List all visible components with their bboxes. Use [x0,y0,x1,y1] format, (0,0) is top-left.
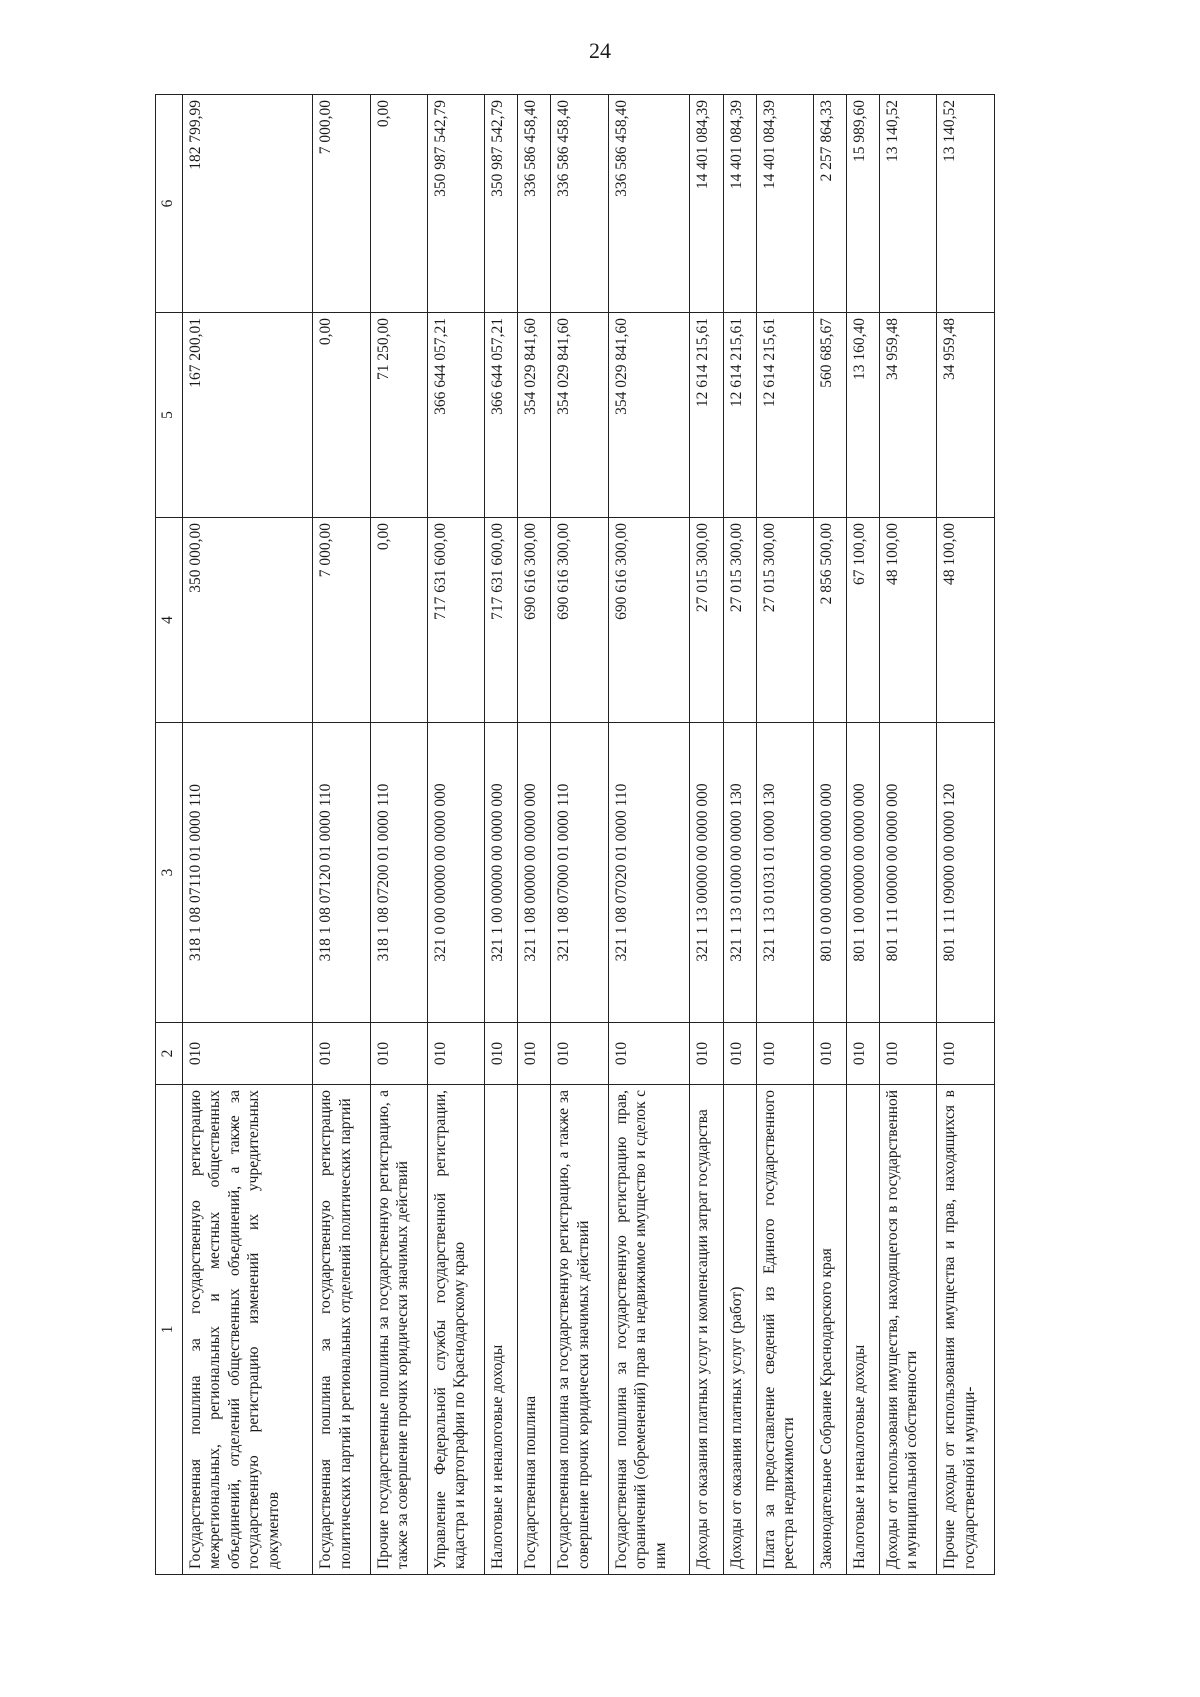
row-col6-cell: 0,00 [370,95,427,313]
column-header: 5 [156,313,183,518]
row-col4-cell: 27 015 300,00 [690,518,723,723]
row-name-cell: Доходы от оказания платных услуг (работ) [723,1085,756,1575]
row-col5-cell: 560 685,67 [813,313,846,518]
row-col5-cell: 354 029 841,60 [518,313,551,518]
row-col2-cell: 010 [756,1023,813,1085]
row-col2-cell: 010 [551,1023,608,1085]
row-name-cell: Налоговые и неналоговые доходы [847,1085,880,1575]
row-col4-cell: 2 856 500,00 [813,518,846,723]
row-code-cell: 321 0 00 00000 00 0000 000 [427,723,484,1023]
row-col6-cell: 13 140,52 [880,95,937,313]
row-col4-cell: 690 616 300,00 [551,518,608,723]
table-row [756,95,813,1575]
row-name-cell: Законодательное Собрание Краснодарского края [813,1085,846,1575]
row-name-cell: Доходы от оказания платных услуг и компенсации затрат государства [690,1085,723,1575]
row-col6-cell: 14 401 084,39 [690,95,723,313]
row-col4-cell: 717 631 600,00 [427,518,484,723]
row-col4-cell: 0,00 [370,518,427,723]
row-code-cell: 801 0 00 00000 00 0000 000 [813,723,846,1023]
table-row [313,95,370,1575]
row-col5-cell: 12 614 215,61 [723,313,756,518]
row-col4-cell: 27 015 300,00 [756,518,813,723]
revenue-table [155,94,995,1575]
row-col4-cell: 67 100,00 [847,518,880,723]
table-row [723,95,756,1575]
row-col5-cell: 366 644 057,21 [485,313,518,518]
row-col5-cell: 34 959,48 [937,313,995,518]
row-name-cell: Управление Федеральной службы государственной регистрации, кадастра и картографии по Краснодарскому краю [427,1085,484,1575]
row-col6-cell: 350 987 542,79 [485,95,518,313]
row-col6-cell: 13 140,52 [937,95,995,313]
row-col4-cell: 690 616 300,00 [518,518,551,723]
row-name-cell: Государственная пошлина за государственную регистрацию межрегиональных, региональных и местных общественных объединений, отделений общественных объединений, а также за государственную регистрацию изменений их учредительных документов [183,1085,313,1575]
table-row [937,95,995,1575]
row-col2-cell: 010 [813,1023,846,1085]
row-code-cell: 321 1 08 07000 01 0000 110 [551,723,608,1023]
table-row [813,95,846,1575]
table-row [427,95,484,1575]
row-name-cell: Прочие государственные пошлины за государственную регистрацию, а также за совершение прочих юридически значимых действий [370,1085,427,1575]
row-col2-cell: 010 [880,1023,937,1085]
rotated-table-container [155,95,995,1575]
row-col6-cell: 350 987 542,79 [427,95,484,313]
row-code-cell: 318 1 08 07120 01 0000 110 [313,723,370,1023]
table-row [608,95,690,1575]
row-name-cell: Государственная пошлина [518,1085,551,1575]
row-code-cell: 801 1 00 00000 00 0000 000 [847,723,880,1023]
row-col6-cell: 14 401 084,39 [756,95,813,313]
row-code-cell: 801 1 11 09000 00 0000 120 [937,723,995,1023]
table-row [551,95,608,1575]
row-code-cell: 321 1 00 00000 00 0000 000 [485,723,518,1023]
column-header: 4 [156,518,183,723]
row-col2-cell: 010 [313,1023,370,1085]
row-name-cell: Доходы от использования имущества, находящегося в государственной и муниципальной собственности [880,1085,937,1575]
row-code-cell: 318 1 08 07200 01 0000 110 [370,723,427,1023]
row-col2-cell: 010 [690,1023,723,1085]
row-col6-cell: 15 989,60 [847,95,880,313]
row-col2-cell: 010 [847,1023,880,1085]
row-col4-cell: 690 616 300,00 [608,518,690,723]
row-col4-cell: 350 000,00 [183,518,313,723]
row-code-cell: 321 1 08 07020 01 0000 110 [608,723,690,1023]
row-col4-cell: 27 015 300,00 [723,518,756,723]
row-code-cell: 321 1 13 01000 00 0000 130 [723,723,756,1023]
row-col6-cell: 336 586 458,40 [551,95,608,313]
table-row [518,95,551,1575]
row-name-cell: Государственная пошлина за государственную регистрацию прав, ограничений (обременений) прав на недвижимое имущество и сделок с ним [608,1085,690,1575]
row-col2-cell: 010 [370,1023,427,1085]
row-col2-cell: 010 [427,1023,484,1085]
row-col5-cell: 12 614 215,61 [756,313,813,518]
row-col5-cell: 13 160,40 [847,313,880,518]
table-row [880,95,937,1575]
row-col6-cell: 14 401 084,39 [723,95,756,313]
row-col2-cell: 010 [937,1023,995,1085]
row-col5-cell: 71 250,00 [370,313,427,518]
table-row [370,95,427,1575]
row-col4-cell: 717 631 600,00 [485,518,518,723]
row-col5-cell: 354 029 841,60 [551,313,608,518]
row-name-cell: Государственная пошлина за государственную регистрацию, а также за совершение прочих юридически значимых действий [551,1085,608,1575]
row-col5-cell: 167 200,01 [183,313,313,518]
page-number: 24 [589,38,611,63]
row-name-cell: Прочие доходы от использования имущества и прав, находящихся в государственной и муници- [937,1085,995,1575]
row-code-cell: 801 1 11 00000 00 0000 000 [880,723,937,1023]
row-col6-cell: 182 799,99 [183,95,313,313]
row-col4-cell: 7 000,00 [313,518,370,723]
row-col5-cell: 0,00 [313,313,370,518]
row-col5-cell: 12 614 215,61 [690,313,723,518]
table-row [183,95,313,1575]
row-col2-cell: 010 [518,1023,551,1085]
row-name-cell: Государственная пошлина за государственную регистрацию политических партий и региональных отделений политических партий [313,1085,370,1575]
column-header: 3 [156,723,183,1023]
row-code-cell: 321 1 13 01031 01 0000 130 [756,723,813,1023]
row-name-cell: Плата за предоставление сведений из Единого государственного реестра недвижимости [756,1085,813,1575]
column-header: 2 [156,1023,183,1085]
row-code-cell: 321 1 08 00000 00 0000 000 [518,723,551,1023]
table-row [485,95,518,1575]
row-col6-cell: 2 257 864,33 [813,95,846,313]
row-col6-cell: 7 000,00 [313,95,370,313]
row-col2-cell: 010 [485,1023,518,1085]
row-col4-cell: 48 100,00 [937,518,995,723]
row-col4-cell: 48 100,00 [880,518,937,723]
row-col2-cell: 010 [183,1023,313,1085]
table-row [847,95,880,1575]
row-col6-cell: 336 586 458,40 [608,95,690,313]
row-code-cell: 318 1 08 07110 01 0000 110 [183,723,313,1023]
row-col5-cell: 366 644 057,21 [427,313,484,518]
table-header-row [156,95,183,1575]
row-col5-cell: 34 959,48 [880,313,937,518]
row-col6-cell: 336 586 458,40 [518,95,551,313]
row-col2-cell: 010 [723,1023,756,1085]
row-code-cell: 321 1 13 00000 00 0000 000 [690,723,723,1023]
table-row [690,95,723,1575]
row-col5-cell: 354 029 841,60 [608,313,690,518]
table-body [183,95,995,1575]
row-name-cell: Налоговые и неналоговые доходы [485,1085,518,1575]
column-header: 6 [156,95,183,313]
row-col2-cell: 010 [608,1023,690,1085]
column-header: 1 [156,1085,183,1575]
